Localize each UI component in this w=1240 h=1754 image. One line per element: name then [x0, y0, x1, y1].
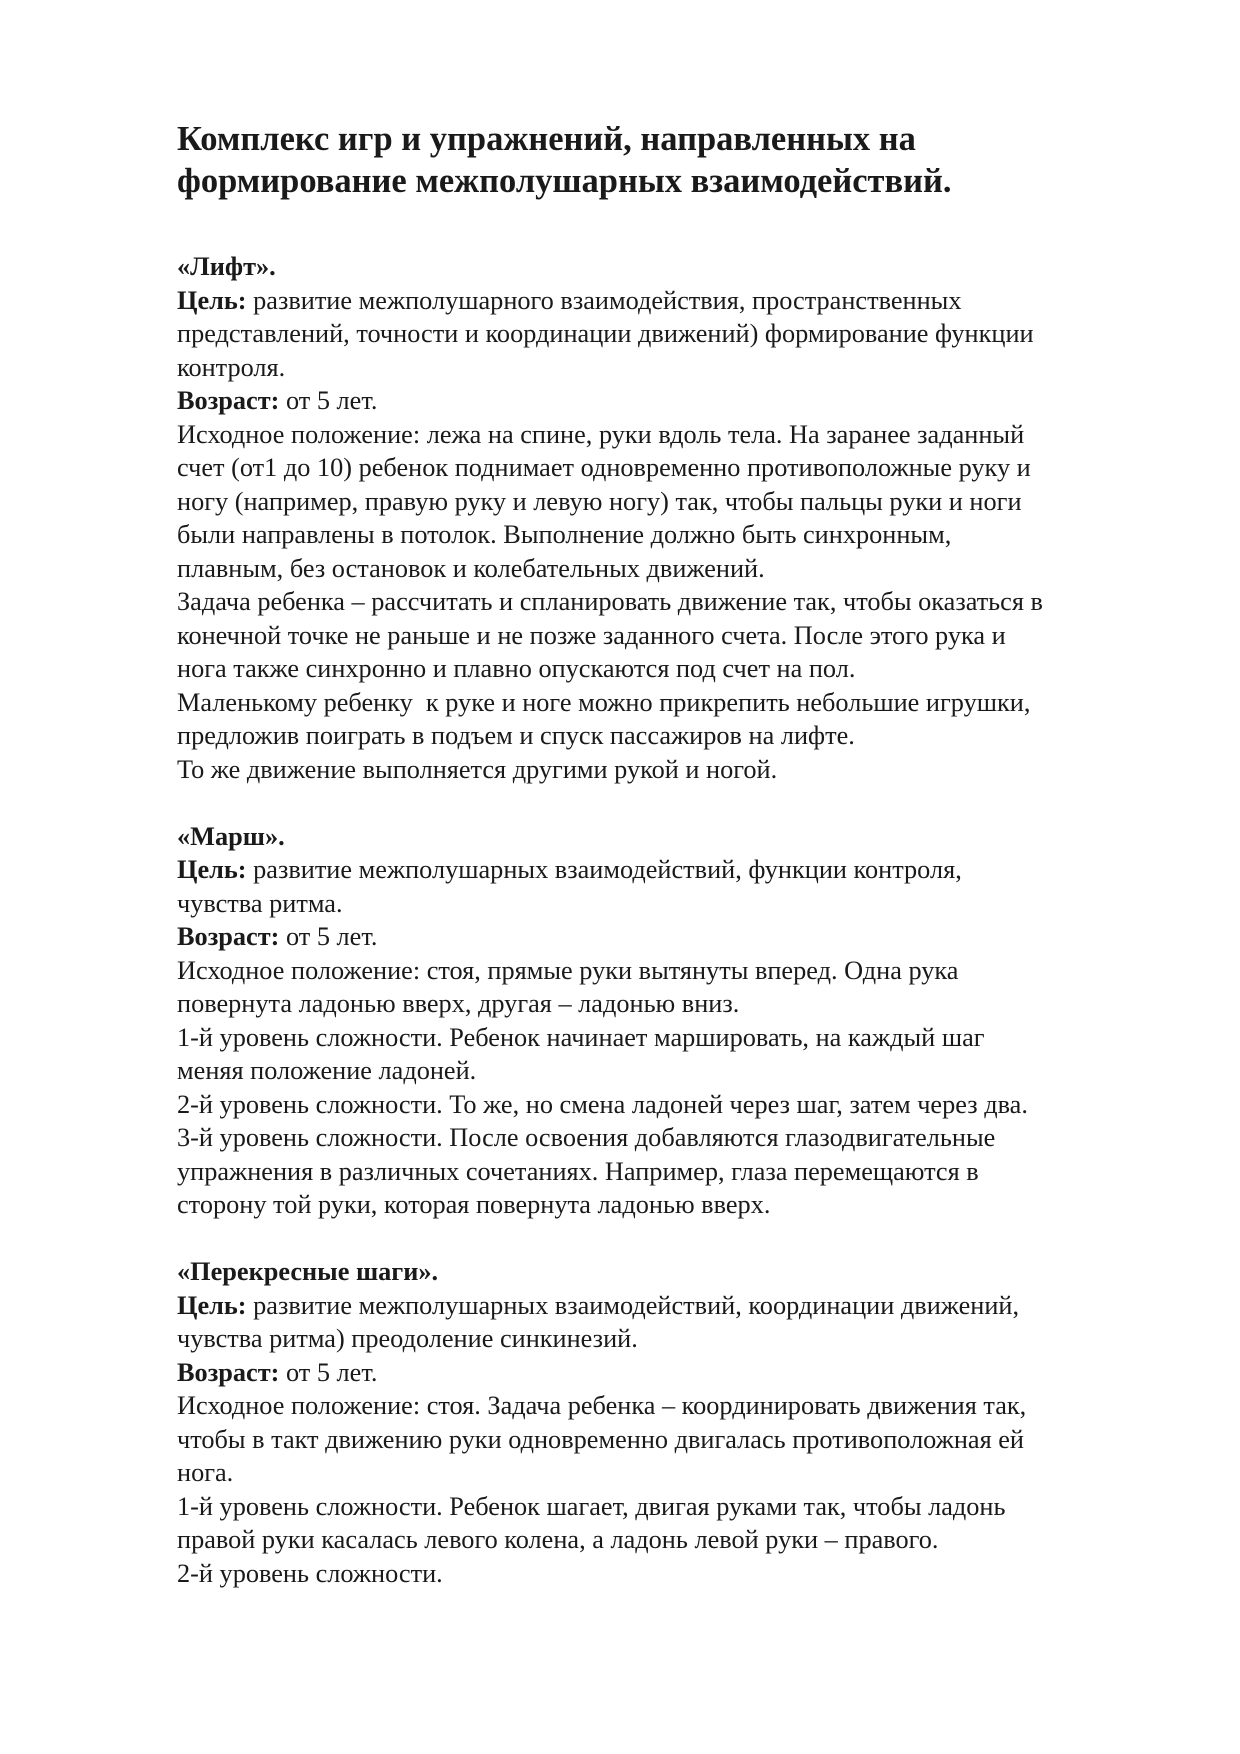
text-segment: меняя положение ладоней.: [177, 1056, 477, 1085]
text-segment: чтобы в такт движению руки одновременно двигалась противоположная ей: [177, 1424, 1025, 1454]
text-line: [177, 719, 1177, 753]
text-segment: Исходное положение: стоя, прямые руки вытянуты вперед. Одна рука: [177, 955, 959, 985]
text-line: [177, 1557, 1177, 1591]
exercise-section: [177, 1255, 1177, 1590]
text-segment: чувства ритма) преодоление синкинезий.: [177, 1324, 638, 1353]
text-line: [177, 518, 1177, 552]
bold-label: «Марш».: [177, 821, 285, 851]
bold-label: Цель:: [177, 855, 247, 884]
text-segment: были направлены в потолок. Выполнение должно быть синхронным,: [177, 520, 952, 549]
text-segment: чувства ритма.: [177, 888, 343, 918]
text-line: [177, 451, 1177, 485]
text-line: [177, 987, 1177, 1021]
text-line: [177, 552, 1177, 586]
text-line: [177, 284, 1177, 318]
bold-label: Цель:: [177, 285, 247, 315]
text-segment: Исходное положение: лежа на спине, руки вдоль тела. На заранее заданный: [177, 419, 1025, 449]
text-line: [177, 384, 1177, 418]
exercise-section: [177, 250, 1177, 786]
bold-label: Цель:: [177, 1290, 247, 1320]
text-segment: 1-й уровень сложности. Ребенок начинает маршировать, на каждый шаг: [177, 1022, 985, 1052]
text-line: [177, 853, 1177, 887]
text-segment: предложив поиграть в подъем и спуск пассажиров на лифте.: [177, 721, 855, 750]
text-segment: сторону той руки, которая повернута ладонью вверх.: [177, 1190, 771, 1219]
text-line: [177, 652, 1177, 686]
text-segment: нога.: [177, 1458, 234, 1487]
section-heading: [177, 820, 1177, 854]
text-line: [177, 619, 1177, 653]
text-line: [177, 1088, 1177, 1122]
text-line: [177, 1188, 1177, 1222]
text-line: [177, 753, 1177, 787]
text-line: [177, 1054, 1177, 1088]
text-segment: плавным, без остановок и колебательных движений.: [177, 553, 765, 583]
document-body: [177, 250, 1177, 1590]
text-line: [177, 418, 1177, 452]
text-line: [177, 1289, 1177, 1323]
text-segment: представлений, точности и координации движений) формирование функции: [177, 319, 1034, 348]
text-segment: от 5 лет.: [279, 1357, 378, 1387]
text-segment: конечной точке не раньше и не позже заданного счета. После этого рука и: [177, 620, 1006, 650]
text-line: [177, 954, 1177, 988]
text-segment: повернута ладонью вверх, другая – ладонью вниз.: [177, 989, 740, 1018]
exercise-section: [177, 820, 1177, 1222]
text-segment: развитие межполушарного взаимодействия, пространственных: [246, 285, 962, 315]
text-segment: Маленькому ребенку к руке и ноге можно прикрепить небольшие игрушки,: [177, 687, 1031, 717]
text-line: [177, 585, 1177, 619]
text-line: [177, 1523, 1177, 1557]
text-segment: Исходное положение: стоя. Задача ребенка – координировать движения так,: [177, 1391, 1027, 1420]
text-segment: развитие межполушарных взаимодействий, координации движений,: [246, 1290, 1020, 1320]
text-line: [177, 1021, 1177, 1055]
text-line: [177, 887, 1177, 921]
title-line: формирование межполушарных взаимодействий.: [177, 162, 952, 200]
bold-label: Возраст:: [177, 1357, 280, 1387]
text-line: [177, 686, 1177, 720]
text-line: [177, 920, 1177, 954]
text-line: [177, 351, 1177, 385]
text-segment: развитие межполушарных взаимодействий, функции контроля,: [246, 855, 962, 884]
title-line: Комплекс игр и упражнений, направленных на: [177, 120, 916, 158]
text-segment: правой руки касалась левого колена, а ладонь левой руки – правого.: [177, 1525, 939, 1554]
text-line: [177, 1490, 1177, 1524]
text-line: [177, 485, 1177, 519]
text-segment: 3-й уровень сложности. После освоения добавляются глазодвигательные: [177, 1123, 996, 1152]
document-content: [177, 118, 1177, 1624]
section-heading: [177, 1255, 1177, 1289]
text-segment: нога также синхронно и плавно опускаются под счет на пол.: [177, 654, 856, 683]
text-line: [177, 1155, 1177, 1189]
text-line: [177, 1423, 1177, 1457]
text-line: [177, 1322, 1177, 1356]
document-title: [177, 118, 1177, 202]
text-segment: 1-й уровень сложности. Ребенок шагает, двигая руками так, чтобы ладонь: [177, 1491, 1006, 1521]
bold-label: Возраст:: [177, 922, 280, 951]
text-segment: упражнения в различных сочетаниях. Например, глаза перемещаются в: [177, 1156, 979, 1186]
text-segment: от 5 лет.: [279, 922, 378, 951]
text-line: [177, 1456, 1177, 1490]
text-line: [177, 1121, 1177, 1155]
text-segment: То же движение выполняется другими рукой и ногой.: [177, 754, 778, 784]
text-segment: 2-й уровень сложности.: [177, 1558, 443, 1588]
text-segment: от 5 лет.: [279, 386, 378, 415]
bold-label: «Перекресные шаги».: [177, 1257, 439, 1286]
text-segment: 2-й уровень сложности. То же, но смена ладоней через шаг, затем через два.: [177, 1089, 1028, 1119]
text-segment: контроля.: [177, 352, 286, 382]
text-segment: счет (от1 до 10) ребенок поднимает одновременно противоположные руку и: [177, 453, 1031, 482]
text-segment: Задача ребенка – рассчитать и спланировать движение так, чтобы оказаться в: [177, 587, 1043, 616]
text-segment: ногу (например, правую руку и левую ногу) так, чтобы пальцы руки и ноги: [177, 486, 1022, 516]
bold-label: Возраст:: [177, 386, 280, 415]
text-line: [177, 1356, 1177, 1390]
section-heading: [177, 250, 1177, 284]
text-line: [177, 317, 1177, 351]
bold-label: «Лифт».: [177, 252, 276, 281]
text-line: [177, 1389, 1177, 1423]
